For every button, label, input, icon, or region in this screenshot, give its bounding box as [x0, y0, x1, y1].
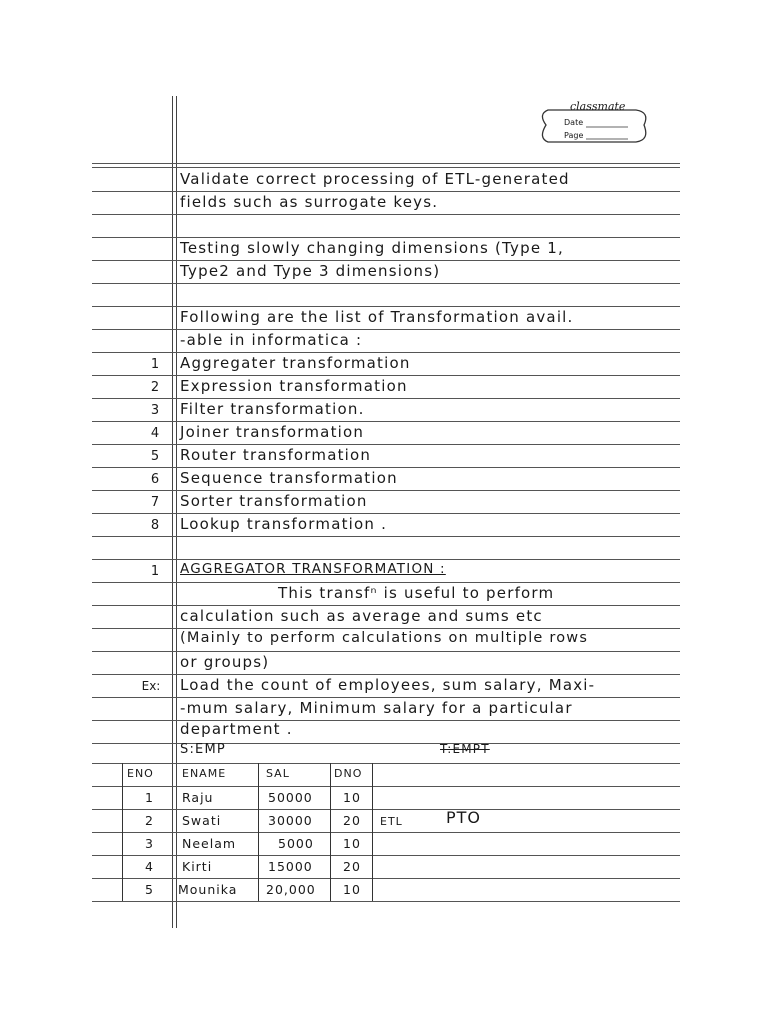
ruled-line: [92, 832, 680, 833]
ruled-line: [92, 421, 680, 422]
list-item: Sorter transformation: [180, 492, 368, 510]
table-cell: 5000: [278, 836, 314, 851]
note-line: Following are the list of Transformation avail.: [180, 308, 574, 326]
ruled-line: [92, 237, 680, 238]
table-header: SAL: [266, 767, 290, 780]
target-table-label: T:EMPT: [440, 742, 490, 756]
header-rule: [92, 167, 680, 168]
ruled-line: [92, 444, 680, 445]
ruled-line: [92, 878, 680, 879]
note-line: Validate correct processing of ETL-generated: [180, 170, 570, 188]
margin-line: [172, 96, 173, 928]
ruled-line: [92, 398, 680, 399]
ruled-line: [92, 674, 680, 675]
ruled-line: [92, 605, 680, 606]
table-header: DNO: [334, 767, 363, 780]
list-number: 1: [150, 357, 160, 372]
list-number: 2: [150, 380, 160, 395]
ruled-line: [92, 490, 680, 491]
note-line: -able in informatica :: [180, 331, 363, 349]
table-cell: 20: [343, 813, 361, 828]
ruled-line: [92, 329, 680, 330]
ruled-line: [92, 786, 680, 787]
margin-line: [176, 96, 177, 928]
table-cell: 5: [145, 882, 154, 897]
date-label: Date: [564, 118, 584, 127]
note-line: Testing slowly changing dimensions (Type 1,: [180, 239, 564, 257]
list-item: Aggregater transformation: [180, 354, 411, 372]
ruled-line: [92, 283, 680, 284]
table-header: ENAME: [182, 767, 227, 780]
list-number: 7: [150, 495, 160, 510]
source-table-label: S:EMP: [180, 742, 226, 757]
list-number: 3: [150, 403, 160, 418]
section-text: This transfⁿ is useful to perform: [278, 584, 555, 602]
table-border: [122, 763, 123, 901]
ruled-line: [92, 628, 680, 629]
example-label: Ex:: [141, 679, 161, 693]
section-text: calculation such as average and sums etc: [180, 607, 543, 625]
list-number: 4: [150, 426, 160, 441]
ruled-line: [92, 260, 680, 261]
table-header: ENO: [127, 767, 154, 780]
note-line: Type2 and Type 3 dimensions): [180, 262, 441, 280]
list-item: Sequence transformation: [180, 469, 398, 487]
list-item: Filter transformation.: [180, 400, 365, 418]
ruled-line: [92, 809, 680, 810]
list-item: Router transformation: [180, 446, 372, 464]
table-cell: 10: [343, 836, 361, 851]
table-cell: 15000: [268, 859, 313, 874]
classmate-badge: [536, 100, 652, 150]
table-border: [330, 763, 331, 901]
list-number: 8: [150, 518, 160, 533]
ruled-line: [92, 214, 680, 215]
table-cell: 4: [145, 859, 154, 874]
table-border: [372, 763, 373, 901]
ruled-line: [92, 191, 680, 192]
section-heading: AGGREGATOR TRANSFORMATION :: [180, 561, 446, 577]
table-cell: 30000: [268, 813, 313, 828]
list-number: 5: [150, 449, 160, 464]
table-cell: 20,000: [266, 882, 316, 897]
ruled-line: [92, 536, 680, 537]
ruled-line: [92, 352, 680, 353]
note-line: fields such as surrogate keys.: [180, 193, 439, 211]
side-note: ETL: [380, 815, 403, 828]
table-cell: Kirti: [182, 859, 213, 874]
list-item: Expression transformation: [180, 377, 408, 395]
ruled-line: [92, 901, 680, 902]
table-cell: 1: [145, 790, 154, 805]
table-cell: 2: [145, 813, 154, 828]
ruled-line: [92, 375, 680, 376]
ruled-line: [92, 582, 680, 583]
example-text: department .: [180, 720, 293, 738]
example-text: Load the count of employees, sum salary, Maxi-: [180, 676, 596, 694]
ruled-line: [92, 559, 680, 560]
table-border: [258, 763, 259, 901]
table-cell: 20: [343, 859, 361, 874]
table-cell: 10: [343, 790, 361, 805]
table-cell: Swati: [182, 813, 222, 828]
header-rule: [92, 163, 680, 164]
ruled-line: [92, 513, 680, 514]
ruled-line: [92, 467, 680, 468]
table-cell: 10: [343, 882, 361, 897]
table-cell: Neelam: [182, 836, 237, 851]
list-number: 6: [150, 472, 160, 487]
list-item: Joiner transformation: [180, 423, 365, 441]
table-cell: Mounika: [178, 882, 238, 897]
table-cell: Raju: [182, 790, 214, 805]
table-cell: 50000: [268, 790, 313, 805]
ruled-line: [92, 651, 680, 652]
section-number: 1: [150, 564, 160, 579]
ruled-line: [92, 697, 680, 698]
list-item: Lookup transformation .: [180, 515, 388, 533]
ruled-line: [92, 763, 680, 764]
side-note: PTO: [446, 808, 482, 827]
example-text: -mum salary, Minimum salary for a particular: [180, 699, 573, 717]
section-text: or groups): [180, 653, 270, 671]
brand-label: classmate: [570, 100, 626, 113]
page-label: Page: [564, 131, 584, 140]
ruled-line: [92, 306, 680, 307]
ruled-line: [92, 855, 680, 856]
table-cell: 3: [145, 836, 154, 851]
section-text: (Mainly to perform calculations on multiple rows: [180, 630, 589, 646]
